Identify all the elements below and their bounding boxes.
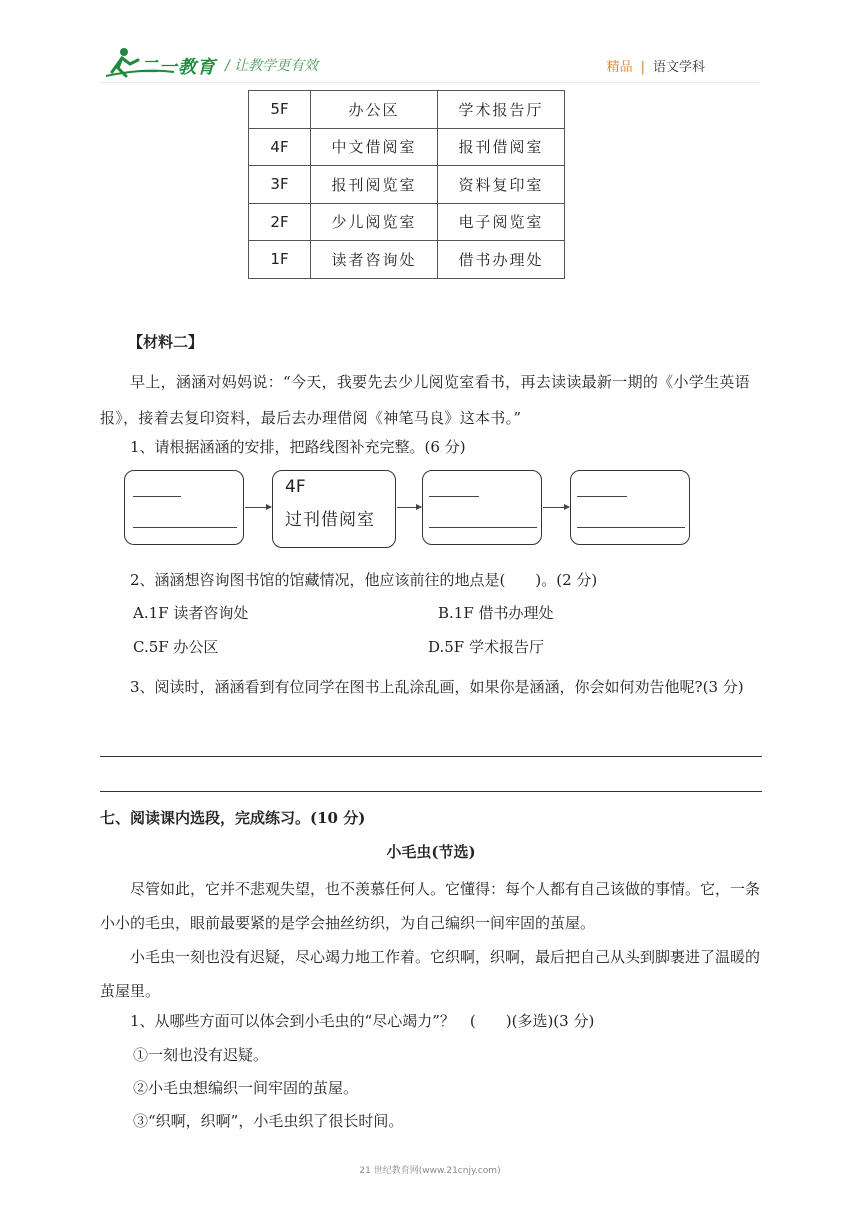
blank-line (429, 527, 537, 528)
passage-para-2: 小毛虫一刻也没有迟疑，尽心竭力地工作着。它织啊，织啊，最后把自己从头到脚裹进了温暖的茧屋里。 (100, 948, 761, 1000)
room-cell: 中文借阅室 (311, 128, 438, 166)
section7-heading: 七、阅读课内选段，完成练习。(10 分) (100, 809, 366, 827)
floor-row (249, 91, 565, 129)
section7-question-1: 1、从哪些方面可以体会到小毛虫的“尽心竭力”？ ( )(多选)(3 分) (130, 1012, 595, 1030)
route-box-2-name: 过刊借阅室 (285, 510, 375, 530)
floor-row (249, 203, 565, 241)
route-box-3 (422, 470, 542, 545)
floor-cell: 1F (249, 241, 311, 279)
blank-line (133, 527, 237, 528)
room-cell: 借书办理处 (438, 241, 565, 279)
material2-heading: 【材料二】 (128, 333, 204, 351)
floor-table (248, 90, 565, 279)
q2-option-b: B.1F 借书办理处 (438, 604, 554, 622)
material2-paragraph: 早上，涵涵对妈妈说：“今天，我要先去少儿阅览室看书，再去读读最新一期的《小学生英语报》，接着去复印资料，最后去办理借阅《神笔马良》这本书。” (100, 373, 750, 427)
room-cell: 电子阅览室 (438, 203, 565, 241)
route-diagram (124, 470, 694, 550)
room-cell: 少儿阅览室 (311, 203, 438, 241)
question-2: 2、涵涵想咨询图书馆的馆藏情况，他应该前往的地点是( )。(2 分) (130, 571, 598, 589)
subject-tag: 语文学科 (652, 60, 705, 75)
choice-item-2: ②小毛虫想编织一间牢固的茧屋。 (133, 1079, 359, 1097)
floor-cell: 5F (249, 91, 311, 129)
page-header (0, 0, 860, 90)
route-box-1 (124, 470, 244, 545)
floor-row (249, 241, 565, 279)
page-footer: 21 世纪教育网(www.21cnjy.com) (359, 1166, 501, 1176)
blank-line (429, 496, 479, 497)
logo-text: 二一教育 (140, 57, 216, 78)
answer-line (100, 756, 762, 757)
room-cell: 办公区 (311, 91, 438, 129)
arrow-icon (397, 507, 421, 508)
route-box-4 (570, 470, 690, 545)
blank-line (133, 496, 181, 497)
room-cell: 报刊阅览室 (311, 166, 438, 204)
choice-item-3: ③“织啊，织啊”，小毛虫织了很长时间。 (133, 1112, 404, 1130)
blank-line (577, 527, 685, 528)
quality-tag: 精品 (606, 60, 633, 75)
passage-title: 小毛虫(节选) (386, 843, 476, 861)
route-box-2 (272, 470, 396, 548)
choice-item-1: ①一刻也没有迟疑。 (133, 1046, 269, 1064)
header-tags (607, 56, 705, 75)
answer-line (100, 791, 762, 792)
floor-row (249, 128, 565, 166)
floor-row (249, 166, 565, 204)
q2-option-d: D.5F 学术报告厅 (428, 638, 544, 656)
route-box-2-floor: 4F (285, 477, 306, 497)
room-cell: 报刊借阅室 (438, 128, 565, 166)
header-slogan: / 让教学更有效 (225, 58, 319, 74)
floor-cell: 3F (249, 166, 311, 204)
q2-option-c: C.5F 办公区 (133, 638, 219, 656)
header-divider (100, 82, 760, 83)
passage-para-1: 尽管如此，它并不悲观失望，也不羡慕任何人。它懂得：每个人都有自己该做的事情。它，一条小小的毛虫，眼前最要紧的是学会抽丝纺织，为自己编织一间牢固的茧屋。 (100, 880, 761, 932)
room-cell: 读者咨询处 (311, 241, 438, 279)
room-cell: 学术报告厅 (438, 91, 565, 129)
floor-cell: 4F (249, 128, 311, 166)
tag-separator: | (640, 60, 645, 75)
room-cell: 资料复印室 (438, 166, 565, 204)
blank-line (577, 496, 627, 497)
arrow-icon (245, 507, 271, 508)
question-1: 1、请根据涵涵的安排，把路线图补充完整。(6 分) (130, 438, 466, 456)
floor-cell: 2F (249, 203, 311, 241)
question-3: 3、阅读时，涵涵看到有位同学在图书上乱涂乱画，如果你是涵涵，你会如何劝告他呢?(3 分) (130, 678, 744, 696)
q2-option-a: A.1F 读者咨询处 (133, 604, 249, 622)
arrow-icon (543, 507, 569, 508)
